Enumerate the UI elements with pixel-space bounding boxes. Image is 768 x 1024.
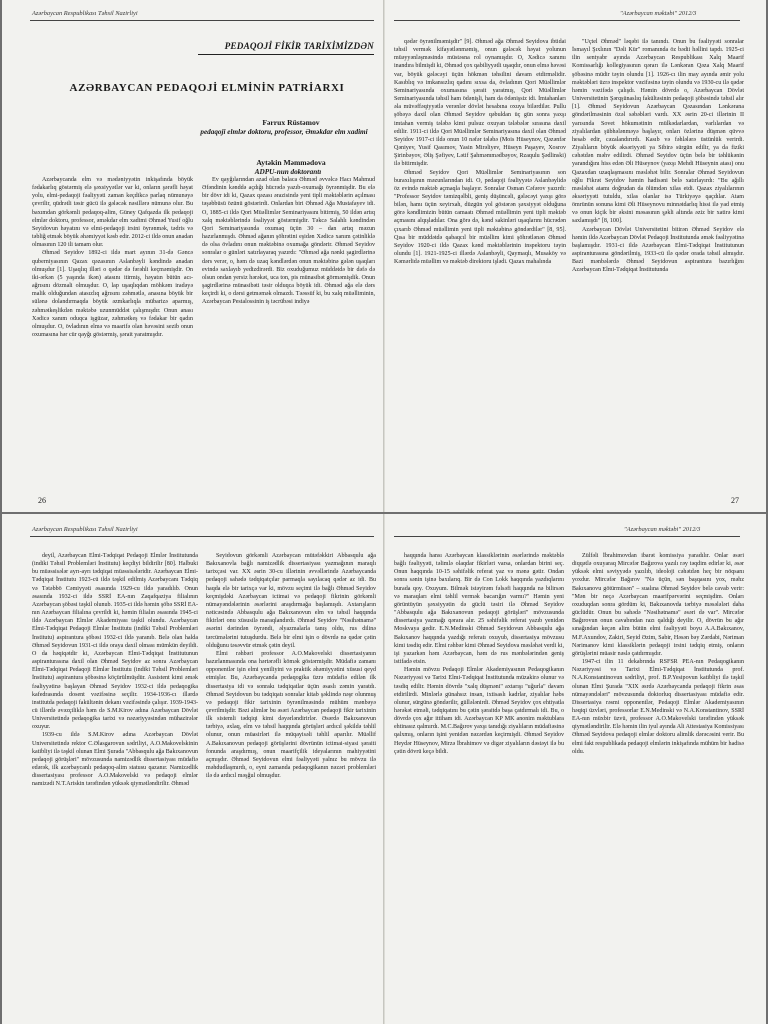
section-title-rule [198, 54, 374, 55]
author-2-role: ADPU-nun doktorantı [254, 168, 322, 176]
paragraph: Əhməd Seyidov Qori Müəllimlər Seminariyasının son buraxılışının məzunlarından idi. O, pedaqoji fəaliyyətə Aslanbəylidə öz evində məktəb açmaqla başlayır. Sonralar Osman Cəfərov yazırdı: "Professor Seyidov təmizqəlbli, geniş düşüncəli, gələcəyi yaxşı görə bilən, hamı üçün xeyirxah, düzgün yol göstərən şəxsiyyət olduğuna görə kəndlimizin bütün camaatı Əhməd müəllimin yeni tipli məktəb açmasını alqışladılar. Ona görə də, kənd sakinləri uşaqlarını hücrədən çıxarıb Əhməd müəllimin yeni tipli məktəbinə göndərdilər" [8, 95]. Qısa bir müddətdə qabaqcıl bir müəllim kimi şöhrətlənən Əhməd Seyidov 1920-ci ildə Qazax kənd məktəblərinin inspektoru təyin olundu [1]. 1921-1925-ci illərdə Aslanbəyli, Qaymaqlı, Musaköy və Kəmərlidə müəllim və məktəb direktoru işlədi. Qazax mahalında [394, 169, 566, 266]
page-header-left: Azərbaycan Respublikası Təhsil Nazirliyi [32, 10, 138, 17]
paragraph: Elmi rəhbəri professor A.O.Makovelski dissertasiyanın hazırlanmasında ona hərtərəfli kömək göstərmişdir. Müdafiə zamanı opponentlər işin elmi yeniliyini və praktik əhəmiyyətini xüsusi qeyd etmişlər. Bu, Azərbaycanda pedaqogika üzrə müdafiə edilən ilk dissertasiya idi və sonrakı tədqiqatlar üçün əsaslı zəmin yaratdı. Əhməd Seyidovun bu tədqiqatı sonralar kitab şəklində nəşr olunmuş və pedaqoji fikir tarixinin öyrənilməsində mühüm mənbəyə çevrilmişdir. Bəzi alimlər bu əsəri Azərbaycan pedaqoji fikir tarixinin ilk sistemli tədqiqi kimi dəyərləndirirlər. Əsərdə Bakıxanovun tərbiyə, əxlaq, elm və təhsil haqqında görüşləri ardıcıl şəkildə təhlil olunur, onun müasirləri ilə müqayisəli təhlil aparılır. Müəllif A.Bakıxanovun pedaqoji görüşlərini dövrünün ictimai-siyasi şəraiti fonunda araşdırmış, onun maarifçilik ideyalarının mahiyyətini açmışdır. Əhməd Seyidovun elmi fəaliyyəti yalnız bu mövzu ilə məhdudlaşmırdı, o, eyni zamanda pedaqogikanın nəzəri problemləri ilə də ardıcıl məşğul olmuşdur. [206, 650, 376, 780]
header-rule-left [30, 536, 374, 537]
paragraph: qədər öyrənilməmişdir" [9]. Əhməd ağa Əhməd Seyidova ibtidai təhsil vermək kifayətlənməmiş, onun gələcək həyat yolunun müəyyənləşməsində müstəsna rol oynamışdır. O, Xədicə xanımı inandıra bilmişdi ki, Əhməd çox qabiliyyətli uşaqdır, onun elmə həvəsi var, böyük gələcəyi üçün hökmən təhsilini davam etdirməlidir. Kasıblıq və imkansızlıq qadını sıxsa da, övladının Qori Müəllimlər Seminariyasında oxumasına şərait yaratmış, Qori Müəllimlər Seminariyasında təhsil ham ödənişli, ham da ödənişsiz idi. İmtahanları əla müvəffəqiyyətlə verənlər dövlət hesabına oxuya bilərdilər. Pullu şöbəyə daxil olan Əhməd Seyidov qəbuldan üç gün sonra yaxşı imtahan vermiş tələbə kimi pulsuz oxuyan tələbələr sırasına daxil edilir. 1911-ci ildə Qori Müəllimlər Seminariyasına daxil olan Əhməd Seyidov 1917-ci ildə onun 10 nəfər tələbə (Mois Hüseynov, Qəzənfər Qəniyev, Yusif Qasımov, Yasin Mirəliyev, Hüseyn Paşayev, Xosrov Şirinbəyov, Əliş Şəfiyev, Lətif Şahməmmədbəyov, Rzaqulu Şədlinski) ilə bitirmişdir. [394, 39, 566, 168]
author-1-role: pedaqoji elmlər doktoru, professor, Əməkdar elm xadimi [200, 128, 368, 136]
paragraph: Zülfəli İbrahimovdan ibarət komissiya yaradılır. Onlar əsəri diqqətlə oxuyaraq Mircəfər Bağırova yazılı rəy təqdim edirlər ki, əsər yüksək elmi səviyyədə yazılıb, ideoloji cəhətdən heç bir nöqsanı yoxdur. Mircəfər Bağırov "Nə üçün, sən başqasını yox, məhz Bakıxanovu götürmüsən" – sualına Əhməd Seyidov belə cavab verir: "Mən bir neçə Azərbaycan maarifpərvərini seçmişdim. Onları oxuduqdan sonra gördüm ki, Bakıxanovda tərbiyə məsələləri daha güclüdür. Onun bu sahədə "Nəsihətnamə" əsəri də var". Mircəfər Bağırovun onun cavabından razı qaldığı deyilir. O, dövrün bu ağır sınağından keçən alim bütün elmi fəaliyyəti boyu A.A.Bakıxanov, M.F.Axundov, Zakiri, Seyid Əzim, Sabir, Həsən bəy Zərdabi, Nəriman Nərimanov kimi klassiklərin pedaqoji irsini tədqiq etmiş, onların görüşlərini müasir nəslə çatdırmışdır. [572, 553, 744, 657]
section-title: PEDAQOJİ FİKİR TARİXİMİZDƏN [224, 41, 374, 51]
top-spread [2, 0, 766, 512]
paragraph: Ev qayğılarından azad olan balaca Əhməd əvvəlcə Hacı Mahmud Əfəndinin kənddə açdığı hücrədə yazıb-oxumağı öyrənmişdir. Bu elə bir dövr idi ki, Qazax qəzası ərazisində yeni tipli məktəblərin açılması təşəbbüsü özünü göstərirdi. Onlardan biri Əhməd Ağa Mustafayev idi. O, 1885-ci ildə Qori Müəllimlər Seminariyasını bitirmiş, 50 ildən artıq xalq məktəblərində fəaliyyət göstərmişdir. Təkcə Salahlı kəndindən Qori Seminariyasında oxumaq üçün 30 – dan artıq məzun hazırlanmışdı. Əhməd ağanın şöhrətini eşidən Xədicə xanım çətinliklə də olsa övladını onun məktəbinə oxumağa göndərir. Əhməd Seyidov sonralar o günləri xatırlayaraq yazırdı: "Əhməd ağa nənki şagirdlərinə dərs verər, o, həm də uzaq kəndlərdən onun məktəbinə gələn uşaqları evində saxlayıb yedizdirərdi. Biz oxuduğumuz müddətdə bir dəfə də olsun ondan yersiz hərəkət, uca ton, pis münasibət görməmişdik. Onun şagirdlərinə münasibəti təsir olduqca böyük idi. Əhməd ağa elə dərs keçirdi ki, o dərsi getməmək olmazdı. Təəssüf ki, bu xalq müəlliminin, Azərbaycan Pestalossinin iş təcrübəsi indiyə [202, 177, 375, 306]
article-column-2 [202, 176, 375, 488]
paragraph: 1939-cu ildə S.M.Kirov adına Azərbaycan Dövlət Universitetində rektor C.Əlasgarovun sədriliyi, A.O.Makovelskinin katibliyi ilə təşkil olunan Elmi Şurada "Abbasqulu ağa Bakıxanovun pedaqoji görüşləri" mövzusunda namizədlik dissertasiyası müdafiə edərək, ilk azərbaycanlı pedaqoq-alim statusu qazanır. Namizədlik dissertasiyası professor A.O.Makovelski və pedaqoji elmlər namizədi N.T.Ariskin tərəfindən yüksək qiymətləndirilir. Əhməd [32, 732, 198, 788]
paragraph: Azərbaycanda elm və mədəniyyətin inkişafında böyük fədakarlıq göstərmiş elə şəxsiyyətlər var ki, onların şərəfli həyat yolu, elmi-pedaqoji fəaliyyəti zaman keçdikcə parlaq nümunəyə çevrilir, qüdrətli təsir gücü ilə gələcək nəsillərə nümunə olur. Bu baxımdan görkəmli pedaqoq-alim, Güney Qafqazda ilk pedaqoji elmlər doktoru, professor, əməkdar elm xadimi Əhməd Yusif oğlu Seyidovun həyatını və elmi-pedaqoji irsini öyrənmək, tədris və təbliğ etmək böyük əhəmiyyət kəsb edir. 2012-ci ildə onun anadan olmasının 120 ili tamam olur. [32, 177, 193, 249]
page-header-left: Azərbaycan Respublikası Təhsil Nazirliyi [32, 526, 138, 533]
author-2-name: Aytəkin Məmmədova [256, 158, 326, 167]
paragraph: haqqında hansı Azərbaycan klassiklərinin əsərlərində məktəblə bağlı fəaliyyəti, təlimlə olaqdar fikirləri varsa, onlardan birini seç. Onun haqqında 10-15 səhifəlik referat yaz və mənə gətir. Ondan sonra sənin işinə baxılarıq. Bir də Con Lokk haqqında yazdıqlarını burada qoy. Oxuyum. Bilmək istəyirəm fəlsəfi haqqında nə bilirsən və maraqları elmi təhlil vermək bacarığın varmı?" Həmin yeni görüntüyün şəxsiyyətin də güclü təsiri ilə Əhməd Seyidov "Abbasqulu ağa Bakıxanovun pedaqoji görüşləri" mövzusunda dissertasiya yazmağı qərara alır. 25 səhifəlik referat yazıb yenidən Moskvaya gedir. E.N.Medinski Əhməd Seyidovun Abbasqulu ağa Bakıxanov haqqında yazdığı referatı oxuyub, dissertasiya mövzusu kimi təsdiq edir. Elmi rəhbər kimi Əhməd Seyidova məsləhət verdi ki, işi yazarkən həm Azərbaycan, həm də rus mənbələrindən geniş istifadə etsin. [394, 553, 564, 666]
paragraph: 1947-ci ilin 11 dekabrında RSFSR PEA-nın Pedaqogikanın Nəzəriyyəsi və Tarixi Elmi-Tədqiqat İnstitutunda prof. N.A.Konstantinovun sədriliyi, prof. B.P.Yesipovun katibliyi ilə təşkil olunan Elmi Şurada "XIX əsrdə Azərbaycanda pedaqoji fikrin əsas nümayəndələri" mövzusunda doktorluq dissertasiyası müdafiə edir. Dissertasiya rəsmi opponentlər, Pedaqoji Elmlər Akademiyasının həqiqi üzvləri, professorlar E.N.Medinski və N.A.Konstantinov, SSRİ EA-nın müxbir üzvü, professor A.O.Makovelski tərəfindən yüksək qiymətləndirilir. Elə həmin ilin iyul ayında Ali Attestasiya Komissiyası Əhməd Seyidova pedaqoji elmlər doktoru alimlik dərəcəsini verir. Bu elmi fakt respublikada pedaqoji elmlərin inkişafında mühüm bir hadisə oldu. [572, 659, 744, 755]
header-rule-right [394, 536, 740, 537]
page-header-right: "Azərbaycan məktəbi" 2012/3 [624, 526, 701, 533]
paragraph: deyil, Azərbaycan Elmi-Tədqiqat Pedaqoji Elmlər İnstitutunda (indiki Təhsil Problemləri İnstitutu) keçdiyi bildirilir [80]. Halbuki bu müəssisələr ayrı-ayrı tədqiqat müəssisələridir. Azərbaycan Elmi-Tədqiqat İnstitutu 1923-cü ildə təşkil edilmiş Azərbaycanı Tədqiq və Tətəbbö Cəmiyyəti əsasında 1929-cu ildə yaradılıb. Onun əsasında 1932-ci ildə SSRİ EA-nın Zaqafqaziya filialının Azərbaycan şöbəsi təşkil olunub. 1935-ci ildə həmin şöbə SSRİ EA-nın Azərbaycan filialına çevrildi ki, həmin filialın əsasında 1945-ci ildə Azərbaycan Elmlər Akademiyası təşkil olundu. Azərbaycan Elmi-Tədqiqat Pedaqoji Elmlər İnstitutu (indiki Təhsil Problemləri İnstitutu) aspirantura şöbəsi 1932-ci ildə yaranıb. Belə olan halda Əhməd Seyidovun 1931-ci ildə oraya daxil olması mümkün deyildi. O da həqiqətdir ki, Azərbaycan Elmi-Tədqiqat İnstitutunun aspiranturasına daxil olan Əhməd Seyidov az sonra Azərbaycan Elmi-Tədqiqat Pedaqoji Elmlər İnstitutu (indiki Təhsil Problemləri İnstitutu) aspirantura şöbəsinə köçürülmüşdür. Assistent kimi əmək fəaliyyətinə başlayan Əhməd Seyidov 1932-ci ildə pedaqogika kafedrasında dosent vəzifəsinə seçilir. 1934-1936-cı illərdə institutda pedaqoji fakültənin dekanı vəzifəsində çalışır. 1939-1943-cü illərdə əvəzçiliklə həm də S.M.Kirov adına Azərbaycan Dövlət Universitetində pedaqogika tarixi və nəzəriyyəsindən mühazirələr oxuyur. [32, 553, 198, 731]
paragraph: Həmin mövzu Pedaqoji Elmlər Akademiyasının Pedaqogikanın Nəzəriyyəsi və Tarixi Elmi-Tədqiqat İnstitutunda müzakirə olunur və təsdiq edilir. Həmin dövrdə "xalq düşməni" axtarışı "uğurla" davam etdirilirdi. Minlərlə günahsız insan, ixtisaslı kadrlar, ziyalılar həbs olunur, sürgünə göndərilir, güllələnirdi. Əhməd Seyidov çox ehtiyatla hərəkət etməli, tədqiqatını bu çətin şəraitdə başa çatdırmalı idi. Bu, o dövrdə çox ağır ittiham idi. Azərbaycan KP MK anonim məktublara ehtinasız qalmırdı. M.C.Bağırov yaxşı tanıdığı ziyalıların müdafiəsinə qalxmış, onların işini yenidən nəzərdən keçirmişdi. Əhməd Seyidov Heydər Hüseynov, Mirzə İbrahimov və digər ziyalıların dəstəyi ilə bu çətin dövrü keçə bildi. [394, 667, 564, 755]
page-fold [383, 0, 385, 512]
article-column-3 [394, 38, 566, 488]
author-1-name: Fərrux Rüstəmov [262, 118, 320, 127]
page-fold [383, 514, 385, 1024]
bottom-spread [2, 514, 766, 1024]
header-rule-left [30, 20, 374, 21]
article-column-4 [572, 552, 744, 1020]
page-number-right: 27 [731, 496, 739, 505]
paragraph: "Uçtel Əhməd" ləqəbi ilə tanındı. Onun bu fəaliyyəti sonralar İsmayıl Şıxlının "Dəli Kür" romanında öz bədii həllini tapdı. 1925-ci ilin sentyabr ayında Azərbaycan Respublikası Xalq Maarif Komissarlığı kollegiyasının qərarı ilə Lənkəran Qəza Xalq Maarif şöbəsinə müdir təyin olundu [1]. 1926-cı ilin may ayında əmir yolu məktəbləri üzrə inspektor vəzifəsinə təyin olundu və 1930-cu ilə qədər həmin vəzifədə çalışdı. Həmin dövrdə o, Azərbaycan Dövlət Universitetinin Şərqşünaslıq fakültəsinin pedaqoji şöbəsində təhsil alır [1]. Əhməd Seyidovun Azərbaycan Qəzasından Lənkərana göndərilməsinin özəl səbəbləri vardı. XX əsrin 20-ci illərinin II yarısında Sovet hökumətinin mülkədarlardan, varlılardan və ziyalılardan şübhələnməyə başlayır, onları özlərinə düşmən qüvvə hesab edir, cəzalandırırdı. Kasıb və fəhlələrə üstünlük verirdi. Ziyalıların böyük əksəriyyəti ya Sibirə sürgün edilir, ya da fiziki cəhətdən məhv edilirdi. Əhməd Seyidov üçün belə bir təhlükənin yarandığını hiss edən Əli Hüseynov (yaxşı Mehdi Hüseynin atası) onu Qazaxdan uzaqlaşmasını məsləhət bilir. Sonralar Əhməd Seyidovun oğlu Fikrət Seyidov həmin hadisəni belə xatırlayırdı: "Bu ağıllı məsləhət atamı doğrudan da ölümdən xilas etdi. Qazax ziyalılarının əksəriyyəti tutuldu, xilas olanlar isə Türkiyəyə qaçdılar. Atam ömrünün sonuna kimi Əli Hüseynovu minnətdarlıq hissi ilə yad etmiş və onun kiçik bir əksini məsasının ş̧əkli altında əziz bir xatirə kimi saxlamışdı" [8, 100]. [572, 39, 744, 225]
article-column-3 [394, 552, 564, 1020]
article-column-1 [32, 552, 198, 1020]
paragraph: Əhməd Seyidov 1892-ci ildə mart ayının 31-də Gəncə quberniyasının Qazax qəzasının Aslanbəyli kəndində anadan olmuşdur [1]. Uşaqlıq illəri o qədər də fərəhli keçməmişdir. On iki-ərkən (5 yaşında ikən) atasını itirmiş, həyatın bütün acı-ağrısını dözmali olmuşdur. O, lap uşaqlıqdan möhkəm iradəyə malik olduğundan atasızlıq ağrısını zəhmətlə, anasına böyük bir sülənə dolandırmaqda böyük əzmkarlıqla mübarizə aparmış, zəhmətkeşlikdən məktəbə uzunmüddət çalışmışdır. Onun anası Xədicə xanım oduqca işgüzar, zəhmətkeş və fədakar bir qadın olmuşdur. O, övladının elmə və maarifə olan həvəsini sezib onun oxumasına hər cür qayğı göstərmiş, şərait yaratmışdır. [32, 250, 193, 338]
page-header-right: "Azərbaycan məktəbi" 2012/3 [620, 10, 697, 17]
article-column-4 [572, 38, 744, 488]
paragraph: Azərbaycan Dövlət Universitetini bitirən Əhməd Seyidov elə həmin ildə Azərbaycan Dövlət Pedaqoji İnstitutunda əmək fəaliyyətinə başlamışdır. 1931-ci ildə Azərbaycan Elmi-Tədqiqat İnstitutunun aspiranturasına göndərilmiş, 1933-cü ilə qədər orada təhsil almışdır. Bazi mənbələrdə Əhməd Seyidovun aspirantura bazırlığını Azərbaycan Elmi-Tədqiqat İnstitutunda [572, 226, 744, 274]
paragraph: Seyidovun görkəmli Azərbaycan mütəfəkkiri Abbasqulu ağa Bakıxanovla bağlı namizədlik dissertasiyası yazmağının maraqlı tarixçəsi var. XX əsrin 30-cu illərinin əvvəllərində Azərbaycanda pedaqoji sahədə tədqiqatçılar parmaqla sayılacaq qədər az idi. Bu haqda elə bir tarixçə var ki, mövzu seçimi ilə bağlı Əhməd Seyidov keçmişdəki Azərbaycan ictimai və pedaqoji fikrinin görkəmli nümayəndələrinin əsərlərini araşdırmağa başlamışdı. Axtarışların nəticəsində Abbasqulu ağa Bakıxanovun elm və təhsil haqqında fikirləri onu xüsusilə maraqlandırdı. Əhməd Seyidov "Nəsihətnamə" əsərini dərindən öyrəndi, əlyazmalarla tanış oldu, rus dilinə tərcümələrini tutuşdurdu. Belə bir elmi işin o dövrdə nə qədər çətin olduğunu təsəvvür etmək çətin deyil. [206, 553, 376, 649]
header-rule-right [394, 20, 740, 21]
page-number-left: 26 [38, 496, 46, 505]
article-column-1 [32, 176, 193, 488]
article-column-2 [206, 552, 376, 1020]
article-title: AZƏRBAYCAN PEDAQOJİ ELMİNİN PATRİARXI [69, 82, 345, 94]
